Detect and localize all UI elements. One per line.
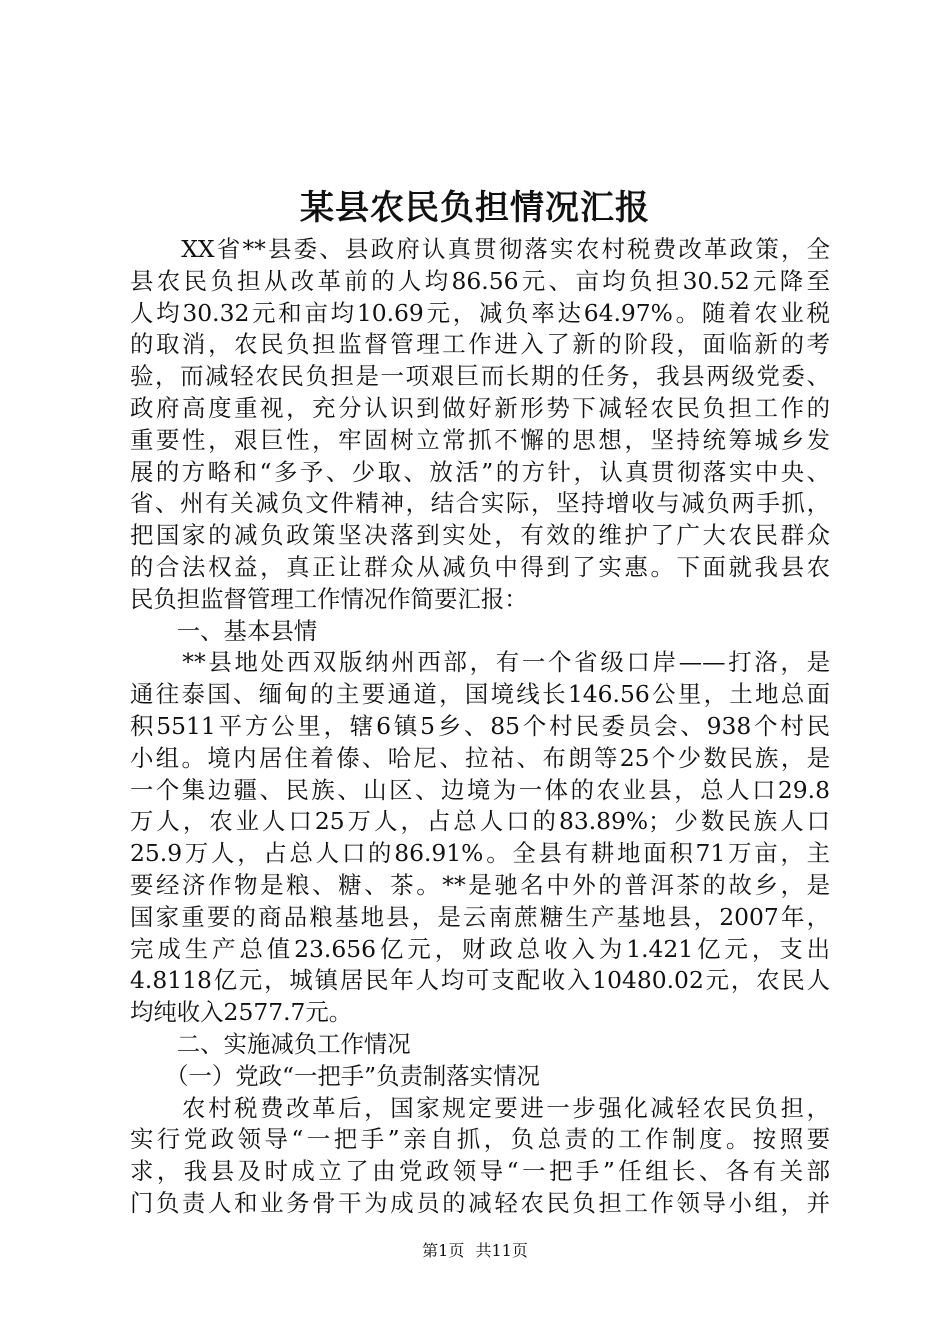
page-footer <box>0 1239 950 1263</box>
page-number: 第1页 <box>422 1241 465 1260</box>
text-line: 国家重要的商品粮基地县，是云南蔗糖生产基地县，2007年， <box>130 902 830 931</box>
text-line: **县地处西双版纳州西部，有一个省级口岸——打洛，是 <box>130 648 830 677</box>
text-line: 实行党政领导“一把手”亲自抓，负总责的工作制度。按照要 <box>130 1125 830 1154</box>
text-line: 验，而减轻农民负担是一项艰巨而长期的任务，我县两级党委、 <box>130 362 830 391</box>
text-line: 政府高度重视，充分认识到做好新形势下减轻农民负担工作的 <box>130 393 830 422</box>
text-line: 县农民负担从改革前的人均86.56元、亩均负担30.52元降至 <box>130 266 830 295</box>
text-line: 一个集边疆、民族、山区、边境为一体的农业县，总人口29.8 <box>130 775 830 804</box>
text-line: 省、州有关减负文件精神，结合实际，坚持增收与减负两手抓， <box>130 489 830 518</box>
text-line: 完成生产总值23.656亿元，财政总收入为1.421亿元，支出 <box>130 934 830 963</box>
text-line: 二、实施减负工作情况 <box>130 1029 411 1058</box>
text-line: 的合法权益，真正让群众从减负中得到了实惠。下面就我县农 <box>130 552 830 581</box>
page-total: 共11页 <box>475 1241 528 1260</box>
text-line: 万人，农业人口25万人，占总人口的83.89%；少数民族人口 <box>130 807 830 836</box>
text-line: 农村税费改革后，国家规定要进一步强化减轻农民负担， <box>130 1093 830 1122</box>
text-line: （一）党政“一把手”负责制落实情况 <box>130 1061 540 1090</box>
text-line: 民负担监督管理工作情况作简要汇报： <box>130 584 528 613</box>
text-line: 展的方略和“多予、少取、放活”的方针，认真贯彻落实中央、 <box>130 457 830 486</box>
text-line: 4.8118亿元，城镇居民年人均可支配收入10480.02元，农民人 <box>130 966 830 995</box>
text-line: XX省**县委、县政府认真贯彻落实农村税费改革政策，全 <box>130 235 830 263</box>
text-line: 积5511平方公里，辖6镇5乡、85个村民委员会、938个村民 <box>130 711 830 740</box>
text-line: 把国家的减负政策坚决落到实处，有效的维护了广大农民群众 <box>130 521 830 550</box>
text-line: 的取消，农民负担监督管理工作进入了新的阶段，面临新的考 <box>130 330 830 359</box>
page-title: 某县农民负担情况汇报 <box>300 188 650 228</box>
text-line: 门负责人和业务骨干为成员的减轻农民负担工作领导小组，并 <box>130 1188 830 1217</box>
text-line: 求，我县及时成立了由党政领导“一把手”任组长、各有关部 <box>130 1157 830 1186</box>
text-line: 均纯收入2577.7元。 <box>130 998 353 1027</box>
text-line: 一、基本县情 <box>130 616 318 645</box>
text-line: 小组。境内居住着傣、哈尼、拉祜、布朗等25个少数民族，是 <box>130 743 830 772</box>
text-line: 通往泰国、缅甸的主要通道，国境线长146.56公里，土地总面 <box>130 680 830 709</box>
text-line: 重要性，艰巨性，牢固树立常抓不懈的思想，坚持统筹城乡发 <box>130 425 830 454</box>
text-line: 人均30.32元和亩均10.69元，减负率达64.97%。随着农业税 <box>130 298 830 327</box>
document-body <box>130 234 830 1220</box>
text-line: 25.9万人，占总人口的86.91%。全县有耕地面积71万亩，主 <box>130 839 830 868</box>
text-line: 要经济作物是粮、糖、茶。**是驰名中外的普洱茶的故乡，是 <box>130 870 830 899</box>
